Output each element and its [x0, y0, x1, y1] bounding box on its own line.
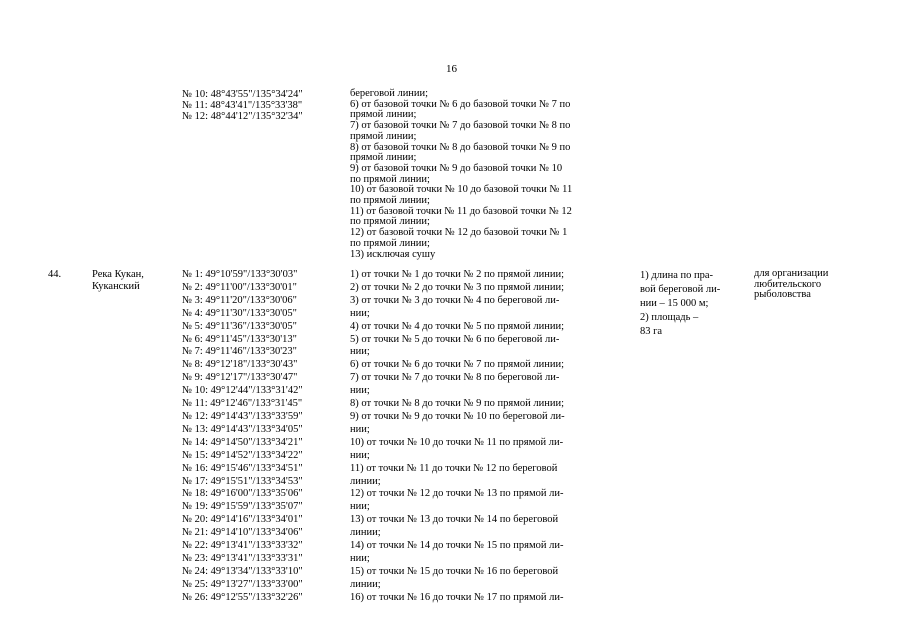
description-line: нии;: [350, 423, 370, 435]
description-line: по прямой линии;: [350, 216, 430, 228]
description-line: прямой линии;: [350, 130, 417, 142]
boundary-description-list: [350, 269, 565, 605]
coordinate-line: № 1: 49°10'59"/133°30'03": [182, 269, 298, 280]
description-line: 9) от базовой точки № 9 до базовой точки № 10: [350, 162, 563, 174]
coordinate-line: № 3: 49°11'20"/133°30'06": [182, 294, 297, 306]
coordinate-line: № 23: 49°13'41"/133°33'31": [182, 552, 303, 564]
coordinate-line: № 22: 49°13'41"/133°33'32": [182, 540, 303, 552]
coordinate-line: № 7: 49°11'46"/133°30'23": [182, 346, 297, 358]
description-line: 10) от точки № 10 до точки № 11 по прямой ли-: [350, 436, 564, 448]
description-line: нии;: [350, 552, 370, 564]
coordinate-line: № 13: 49°14'43"/133°34'05": [182, 423, 303, 435]
description-line: 12) от точки № 12 до точки № 13 по прямой ли-: [350, 488, 564, 500]
description-line: 10) от базовой точки № 10 до базовой точки № 11: [350, 184, 573, 196]
coordinate-line: № 11: 48°43'41"/135°33'38": [182, 100, 303, 111]
coordinate-line: № 16: 49°15'46"/133°34'51": [182, 462, 303, 474]
description-line: нии;: [350, 449, 370, 461]
description-line: нии;: [350, 501, 370, 513]
coordinates-list: [182, 269, 303, 605]
description-line: линии;: [350, 578, 381, 590]
description-line: 8) от точки № 8 до точки № 9 по прямой линии;: [350, 398, 565, 410]
coordinate-line: № 12: 49°14'43"/133°33'59": [182, 410, 303, 422]
description-line: линии;: [350, 527, 381, 539]
coordinate-line: № 2: 49°11'00"/133°30'01": [182, 281, 297, 293]
coordinate-line: № 21: 49°14'10"/133°34'06": [182, 527, 303, 539]
description-line: прямой линии;: [350, 152, 417, 164]
coordinate-line: № 11: 49°12'46"/133°31'45": [182, 398, 303, 410]
description-line: по прямой линии;: [350, 173, 430, 185]
description-line: нии;: [350, 346, 370, 358]
coordinate-line: № 25: 49°13'27"/133°33'00": [182, 578, 303, 590]
river-name-line: Куканский: [92, 280, 140, 292]
river-name: [92, 269, 144, 292]
description-line: 11) от базовой точки № 11 до базовой точки № 12: [350, 205, 572, 217]
coordinate-line: № 19: 49°15'59"/133°35'07": [182, 501, 303, 513]
parameter-line: нии – 15 000 м;: [640, 298, 709, 309]
description-line: нии;: [350, 307, 370, 319]
description-line: 5) от точки № 5 до точки № 6 по береговой ли-: [350, 333, 560, 345]
description-line: линии;: [350, 475, 381, 487]
description-line: по прямой линии;: [350, 237, 430, 249]
coordinate-line: № 8: 49°12'18"/133°30'43": [182, 359, 298, 371]
coordinate-line: № 26: 49°12'55"/133°32'26": [182, 591, 303, 603]
description-line: 6) от точки № 6 до точки № 7 по прямой линии;: [350, 359, 565, 371]
purpose-line: любительского: [754, 278, 822, 290]
parameter-line: 1) длина по пра-: [640, 270, 713, 281]
coordinate-line: № 9: 49°12'17"/133°30'47": [182, 372, 298, 384]
continued-description-list: [350, 89, 572, 260]
coordinate-line: № 10: 49°12'44"/133°31'42": [182, 385, 303, 397]
coordinate-line: № 17: 49°15'51"/133°34'53": [182, 475, 303, 487]
description-line: 13) исключая сушу: [350, 248, 436, 260]
description-line: береговой линии;: [350, 88, 429, 99]
description-line: 7) от базовой точки № 7 до базовой точки № 8 по: [350, 120, 571, 132]
description-line: нии;: [350, 385, 370, 397]
description-line: 15) от точки № 15 до точки № 16 по береговой: [350, 565, 559, 577]
description-line: 12) от базовой точки № 12 до базовой точки № 1: [350, 227, 568, 239]
description-line: 7) от точки № 7 до точки № 8 по береговой ли-: [350, 372, 560, 384]
coordinate-line: № 20: 49°14'16"/133°34'01": [182, 514, 303, 526]
coordinate-line: № 6: 49°11'45"/133°30'13": [182, 333, 297, 345]
description-line: 6) от базовой точки № 6 до базовой точки № 7 по: [350, 98, 571, 110]
description-line: 11) от точки № 11 до точки № 12 по береговой: [350, 462, 558, 474]
coordinate-line: № 10: 48°43'55"/135°34'24": [182, 89, 303, 100]
purpose-line: для организации: [754, 268, 829, 279]
river-name-line: Река Кукан,: [92, 269, 144, 280]
coordinate-line: № 18: 49°16'00"/133°35'06": [182, 488, 303, 500]
parameter-line: 83 га: [640, 326, 663, 337]
description-line: 2) от точки № 2 до точки № 3 по прямой линии;: [350, 281, 565, 293]
description-line: по прямой линии;: [350, 195, 430, 207]
description-line: 3) от точки № 3 до точки № 4 по береговой ли-: [350, 294, 560, 306]
description-line: 13) от точки № 13 до точки № 14 по береговой: [350, 514, 559, 526]
area-parameters: [640, 269, 720, 339]
coordinate-line: № 5: 49°11'36"/133°30'05": [182, 320, 297, 332]
description-line: 9) от точки № 9 до точки № 10 по береговой ли-: [350, 410, 565, 422]
description-line: 4) от точки № 4 до точки № 5 по прямой линии;: [350, 320, 565, 332]
row-number: 44.: [48, 269, 62, 280]
coordinate-line: № 15: 49°14'52"/133°34'22": [182, 449, 303, 461]
usage-purpose: [754, 269, 828, 301]
purpose-line: рыболовства: [754, 289, 811, 300]
description-line: 1) от точки № 1 до точки № 2 по прямой линии;: [350, 269, 565, 280]
coordinate-line: № 4: 49°11'30"/133°30'05": [182, 307, 297, 319]
coordinate-line: № 24: 49°13'34"/133°33'10": [182, 565, 303, 577]
description-line: 8) от базовой точки № 8 до базовой точки № 9 по: [350, 141, 571, 153]
coordinate-line: № 12: 48°44'12"/135°32'34": [182, 111, 303, 122]
continued-coordinates-list: [182, 89, 303, 122]
page-number: 16: [446, 63, 457, 75]
coordinate-line: № 14: 49°14'50"/133°34'21": [182, 436, 303, 448]
parameter-line: вой береговой ли-: [640, 284, 721, 295]
description-line: 14) от точки № 14 до точки № 15 по прямой ли-: [350, 540, 564, 552]
description-line: прямой линии;: [350, 109, 417, 121]
parameter-line: 2) площадь –: [640, 312, 699, 323]
description-line: 16) от точки № 16 до точки № 17 по прямой ли-: [350, 591, 564, 603]
